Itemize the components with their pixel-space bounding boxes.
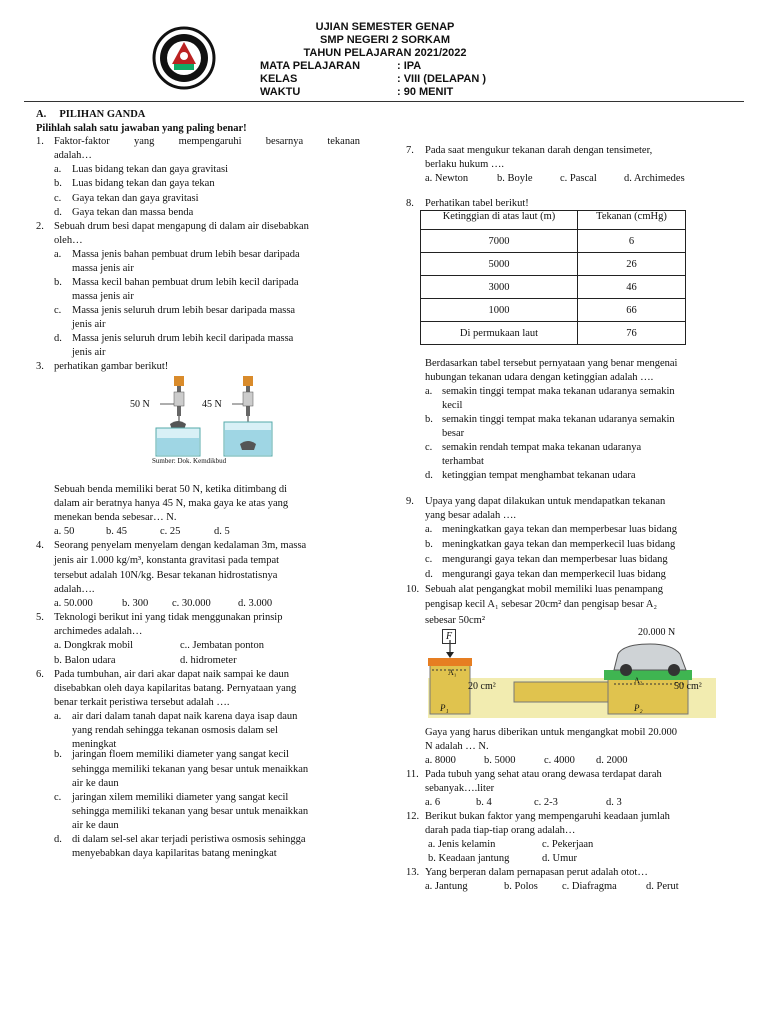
q10-stem-line2: pengisap kecil A₁ sebesar 20cm² dan pengisap besar A₂	[425, 599, 658, 610]
q8-text-line2: hubungan tekanan udara dengan ketinggian adalah ….	[425, 372, 654, 383]
q12-stem-line1: Berikut bukan faktor yang mempengaruhi keadaan jumlah	[425, 811, 670, 822]
table-cell: 1000	[421, 299, 578, 322]
q11-option-a: a. 6	[425, 797, 441, 808]
q2-stem-line2: oleh…	[54, 235, 83, 246]
q4-stem-line4: adalah….	[54, 584, 95, 595]
q8-option-b-1: semakin tinggi tempat maka tekanan udaranya semakin	[442, 414, 675, 425]
table-cell: 6	[578, 230, 686, 253]
q2-option-b-cont: massa jenis air	[72, 291, 134, 302]
q1-option-c-letter: c.	[54, 193, 62, 204]
q4-stem-line3: tersebut adalah 10N/kg. Besar tekanan hidrostatisnya	[54, 570, 278, 581]
q5-stem-line1: Teknologi berikut ini yang tidak menggunakan prinsip	[54, 612, 283, 623]
q1-word: mempengaruhi	[178, 136, 242, 147]
q13-option-a: a. Jantung	[425, 881, 468, 892]
q10-number: 10.	[406, 584, 420, 595]
q13-option-d: d. Perut	[646, 881, 679, 892]
info-label: KELAS	[260, 73, 298, 85]
exam-header	[300, 21, 470, 60]
q2-option-c-cont: jenis air	[72, 319, 106, 330]
q2-option-d: Massa jenis seluruh drum lebih kecil daripada massa	[72, 333, 294, 344]
q13-option-b: b. Polos	[504, 881, 538, 892]
table-header-cell: Tekanan (cmHg)	[578, 211, 686, 230]
q10-option-a: a. 8000	[425, 755, 456, 766]
q7-number: 7.	[406, 145, 414, 156]
q10-option-b: b. 5000	[484, 755, 516, 766]
q4-option-b: b. 300	[122, 598, 149, 609]
q3-figure-label-right: 45 N	[202, 399, 222, 410]
table-header-cell: Ketinggian di atas laut (m)	[421, 211, 578, 230]
q6-option-a-letter: a.	[54, 711, 62, 722]
q2-option-c-letter: c.	[54, 305, 62, 316]
q6-option-c-letter: c.	[54, 792, 62, 803]
q8-number: 8.	[406, 198, 414, 209]
q6-option-c-3: air ke daun	[72, 820, 119, 831]
q8-table	[420, 210, 686, 345]
q2-option-d-letter: d.	[54, 333, 62, 344]
q3-figure	[120, 372, 290, 468]
q3-option-d: d. 5	[214, 526, 230, 537]
q8-option-c-letter: c.	[425, 442, 433, 453]
q6-stem-line3: benar terkait peristiwa tersebut adalah ….	[54, 697, 230, 708]
table-cell: 3000	[421, 276, 578, 299]
q2-option-a-cont: massa jenis air	[72, 263, 134, 274]
q5-number: 5.	[36, 612, 44, 623]
q6-option-c-1: jaringan xilem memiliki diameter yang sangat kecil	[72, 792, 289, 803]
table-row	[421, 253, 686, 276]
q6-option-c-2: sehingga memiliki tekanan yang besar untuk menaikkan	[72, 806, 309, 817]
q9-option-b: meningkatkan gaya tekan dan memperkecil luas bidang	[442, 539, 676, 550]
q13-option-c: c. Diafragma	[562, 881, 617, 892]
q8-option-b-2: besar	[442, 428, 465, 439]
header-line3: TAHUN PELAJARAN 2021/2022	[303, 47, 467, 59]
table-row	[421, 322, 686, 345]
q6-option-a-1: air dari dalam tanah dapat naik karena daya isap daun	[72, 711, 298, 722]
info-value: : 90 MENIT	[397, 86, 454, 98]
q12-option-d: d. Umur	[542, 853, 577, 864]
q6-option-d-1: di dalam sel-sel akar terjadi peristiwa osmosis sehingga	[72, 834, 306, 845]
q13-stem-line1: Yang berperan dalam pernapasan perut adalah otot…	[425, 867, 648, 878]
q8-option-a-2: kecil	[442, 400, 463, 411]
table-cell: 76	[578, 322, 686, 345]
q8-option-a-letter: a.	[425, 386, 433, 397]
q3-figure-label-left: 50 N	[130, 399, 150, 410]
q9-option-c-letter: c.	[425, 554, 433, 565]
q1-word: Faktor-faktor	[54, 136, 110, 147]
q6-option-d-letter: d.	[54, 834, 62, 845]
q7-option-a: a. Newton	[425, 173, 469, 184]
q6-stem-line2: disebabkan oleh daya kapilaritas batang. Pernyataan yang	[54, 683, 297, 694]
table-cell: 26	[578, 253, 686, 276]
q4-stem-line2: jenis air 1.000 kg/m³, konstanta gravitasi pada tempat	[54, 555, 280, 566]
section-instruction: Pilihlah salah satu jawaban yang paling benar!	[36, 123, 247, 134]
q1-word: tekanan	[327, 136, 360, 147]
q1-option-a: Luas bidang tekan dan gaya gravitasi	[72, 164, 228, 175]
q1-word: besarnya	[265, 136, 304, 147]
header-line1: UJIAN SEMESTER GENAP	[315, 21, 455, 33]
q10-area1-label: 20 cm²	[468, 681, 496, 692]
q7-stem-line1: Pada saat mengukur tekanan darah dengan tensimeter,	[425, 145, 653, 156]
q9-number: 9.	[406, 496, 414, 507]
q9-option-b-letter: b.	[425, 539, 433, 550]
q8-option-d-1: ketinggian tempat menghambat tekanan udara	[442, 470, 636, 481]
q3-text-line2: dalam air beratnya hanya 45 N, maka gaya ke atas yang	[54, 498, 289, 509]
q11-stem-line2: sebanyak….liter	[425, 783, 495, 794]
q3-stem-line1: perhatikan gambar berikut!	[54, 361, 169, 372]
q3-text-line1: Sebuah benda memiliki berat 50 N, ketika ditimbang di	[54, 484, 287, 495]
q12-number: 12.	[406, 811, 420, 822]
q7-option-c: c. Pascal	[560, 173, 597, 184]
q7-option-d: d. Archimedes	[624, 173, 685, 184]
info-label: WAKTU	[260, 86, 301, 98]
q8-option-d-letter: d.	[425, 470, 433, 481]
q4-option-d: d. 3.000	[238, 598, 273, 609]
q2-option-c: Massa jenis seluruh drum lebih besar daripada massa	[72, 305, 296, 316]
q10-figure	[428, 626, 716, 718]
q5-option-a: a. Dongkrak mobil	[54, 640, 134, 651]
q10-text-line1: Gaya yang harus diberikan untuk mengangkat mobil 20.000	[425, 727, 677, 738]
header-divider	[24, 101, 744, 102]
header-line2: SMP NEGERI 2 SORKAM	[320, 34, 450, 46]
info-value: : VIII (DELAPAN )	[397, 73, 487, 85]
q10-stem-line1: Sebuah alat pengangkat mobil memiliki luas penampang	[425, 584, 663, 595]
table-cell: 66	[578, 299, 686, 322]
table-row	[421, 276, 686, 299]
table-header-row	[421, 211, 686, 230]
q4-number: 4.	[36, 540, 44, 551]
q6-option-b-3: air ke daun	[72, 778, 119, 789]
q10-a2-label: A₂	[634, 676, 643, 685]
q1-word: yang	[133, 136, 155, 147]
table-cell: 7000	[421, 230, 578, 253]
q5-option-b: b. Balon udara	[54, 655, 116, 666]
q1-option-b: Luas bidang tekan dan gaya tekan	[72, 178, 215, 189]
q8-option-c-2: terhambat	[442, 456, 484, 467]
q10-option-d: d. 2000	[596, 755, 628, 766]
q9-option-d-letter: d.	[425, 569, 433, 580]
table-cell: Di permukaan laut	[421, 322, 578, 345]
q1-stem-line1	[54, 135, 360, 148]
q4-option-a: a. 50.000	[54, 598, 93, 609]
q9-stem-line2: yang besar adalah ….	[425, 510, 516, 521]
q2-option-d-cont: jenis air	[72, 347, 106, 358]
q10-p1-label: P₁	[440, 703, 449, 713]
table-row	[421, 299, 686, 322]
q11-option-d: d. 3	[606, 797, 622, 808]
q9-option-a: meningkatkan gaya tekan dan memperbesar luas bidang	[442, 524, 677, 535]
q8-text-line1: Berdasarkan tabel tersebut pernyataan yang benar mengenai	[425, 358, 678, 369]
q8-option-a-1: semakin tinggi tempat maka tekanan udaranya semakin	[442, 386, 675, 397]
q6-option-b-2: sehingga memiliki tekanan yang besar untuk menaikkan	[72, 764, 309, 775]
q1-option-c: Gaya tekan dan gaya gravitasi	[72, 193, 199, 204]
table-row	[421, 230, 686, 253]
q6-option-a-3: meningkat	[72, 739, 117, 750]
q1-stem-line2: adalah…	[54, 150, 92, 161]
q1-option-a-letter: a.	[54, 164, 62, 175]
q9-option-c: mengurangi gaya tekan dan memperbesar luas bidang	[442, 554, 668, 565]
q3-option-c: c. 25	[160, 526, 181, 537]
info-value: : IPA	[397, 60, 422, 72]
q10-stem-line3: sebesar 50cm²	[425, 615, 486, 626]
q2-number: 2.	[36, 221, 44, 232]
q3-option-a: a. 50	[54, 526, 75, 537]
q10-p2-label: P₂	[634, 703, 643, 713]
q5-option-c: c.. Jembatan ponton	[180, 640, 264, 651]
q11-number: 11.	[406, 769, 419, 780]
q10-weight-label: 20.000 N	[638, 627, 676, 638]
q12-option-a: a. Jenis kelamin	[428, 839, 496, 850]
q2-option-b-letter: b.	[54, 277, 62, 288]
section-title: A. PILIHAN GANDA	[36, 109, 146, 120]
q4-option-c: c. 30.000	[172, 598, 211, 609]
q13-number: 13.	[406, 867, 420, 878]
q12-option-c: c. Pekerjaan	[542, 839, 594, 850]
q5-option-d: d. hidrometer	[180, 655, 237, 666]
q8-stem-line1: Perhatikan tabel berikut!	[425, 198, 529, 209]
q4-stem-line1: Seorang penyelam menyelam dengan kedalaman 3m, massa	[54, 540, 307, 551]
school-logo	[152, 26, 216, 90]
q9-option-d: mengurangi gaya tekan dan memperkecil luas bidang	[442, 569, 666, 580]
q2-option-a-letter: a.	[54, 249, 62, 260]
table-cell: 5000	[421, 253, 578, 276]
q3-number: 3.	[36, 361, 44, 372]
info-label: MATA PELAJARAN	[260, 60, 361, 72]
q3-option-b: b. 45	[106, 526, 127, 537]
q1-option-d-letter: d.	[54, 207, 62, 218]
q6-option-b-1: jaringan floem memiliki diameter yang sangat kecil	[72, 749, 289, 760]
q2-option-b: Massa kecil bahan pembuat drum lebih kecil daripada	[72, 277, 299, 288]
q11-option-c: c. 2-3	[534, 797, 558, 808]
q10-force-label: F	[442, 629, 456, 644]
header-info	[260, 60, 486, 99]
q7-stem-line2: berlaku hukum ….	[425, 159, 505, 170]
q6-option-d-2: menyebabkan daya kapilaritas batang meningkat	[72, 848, 277, 859]
q11-option-b: b. 4	[476, 797, 492, 808]
q8-option-c-1: semakin rendah tempat maka tekanan udaranya	[442, 442, 642, 453]
q10-option-c: c. 4000	[544, 755, 575, 766]
q2-stem-line1: Sebuah drum besi dapat mengapung di dalam air disebabkan	[54, 221, 309, 232]
q6-stem-line1: Pada tumbuhan, air dari akar dapat naik sampai ke daun	[54, 669, 289, 680]
q2-option-a: Massa jenis bahan pembuat drum lebih besar daripada	[72, 249, 300, 260]
q12-option-b: b. Keadaan jantung	[428, 853, 510, 864]
q6-number: 6.	[36, 669, 44, 680]
q1-option-d: Gaya tekan dan massa benda	[72, 207, 194, 218]
q12-stem-line2: darah pada tiap-tiap orang adalah…	[425, 825, 576, 836]
q6-option-a-2: yang rendah sehingga tekanan osmosis dalam sel	[72, 725, 278, 736]
q5-stem-line2: archimedes adalah…	[54, 626, 143, 637]
q6-option-b-letter: b.	[54, 749, 62, 760]
q11-stem-line1: Pada tubuh yang sehat atau orang dewasa terdapat darah	[425, 769, 662, 780]
q10-area2-label: 50 cm²	[674, 681, 702, 692]
q3-figure-source: Sumber: Dok. Kemdikbud	[152, 457, 227, 465]
q1-number: 1.	[36, 136, 44, 147]
q3-text-line3: menekan benda sebesar… N.	[54, 512, 177, 523]
q10-a1-label: A₁	[448, 668, 457, 677]
q8-option-b-letter: b.	[425, 414, 433, 425]
q10-text-line2: N adalah … N.	[425, 741, 489, 752]
table-cell: 46	[578, 276, 686, 299]
q9-option-a-letter: a.	[425, 524, 433, 535]
q1-option-b-letter: b.	[54, 178, 62, 189]
q9-stem-line1: Upaya yang dapat dilakukan untuk mendapatkan tekanan	[425, 496, 666, 507]
q7-option-b: b. Boyle	[497, 173, 533, 184]
